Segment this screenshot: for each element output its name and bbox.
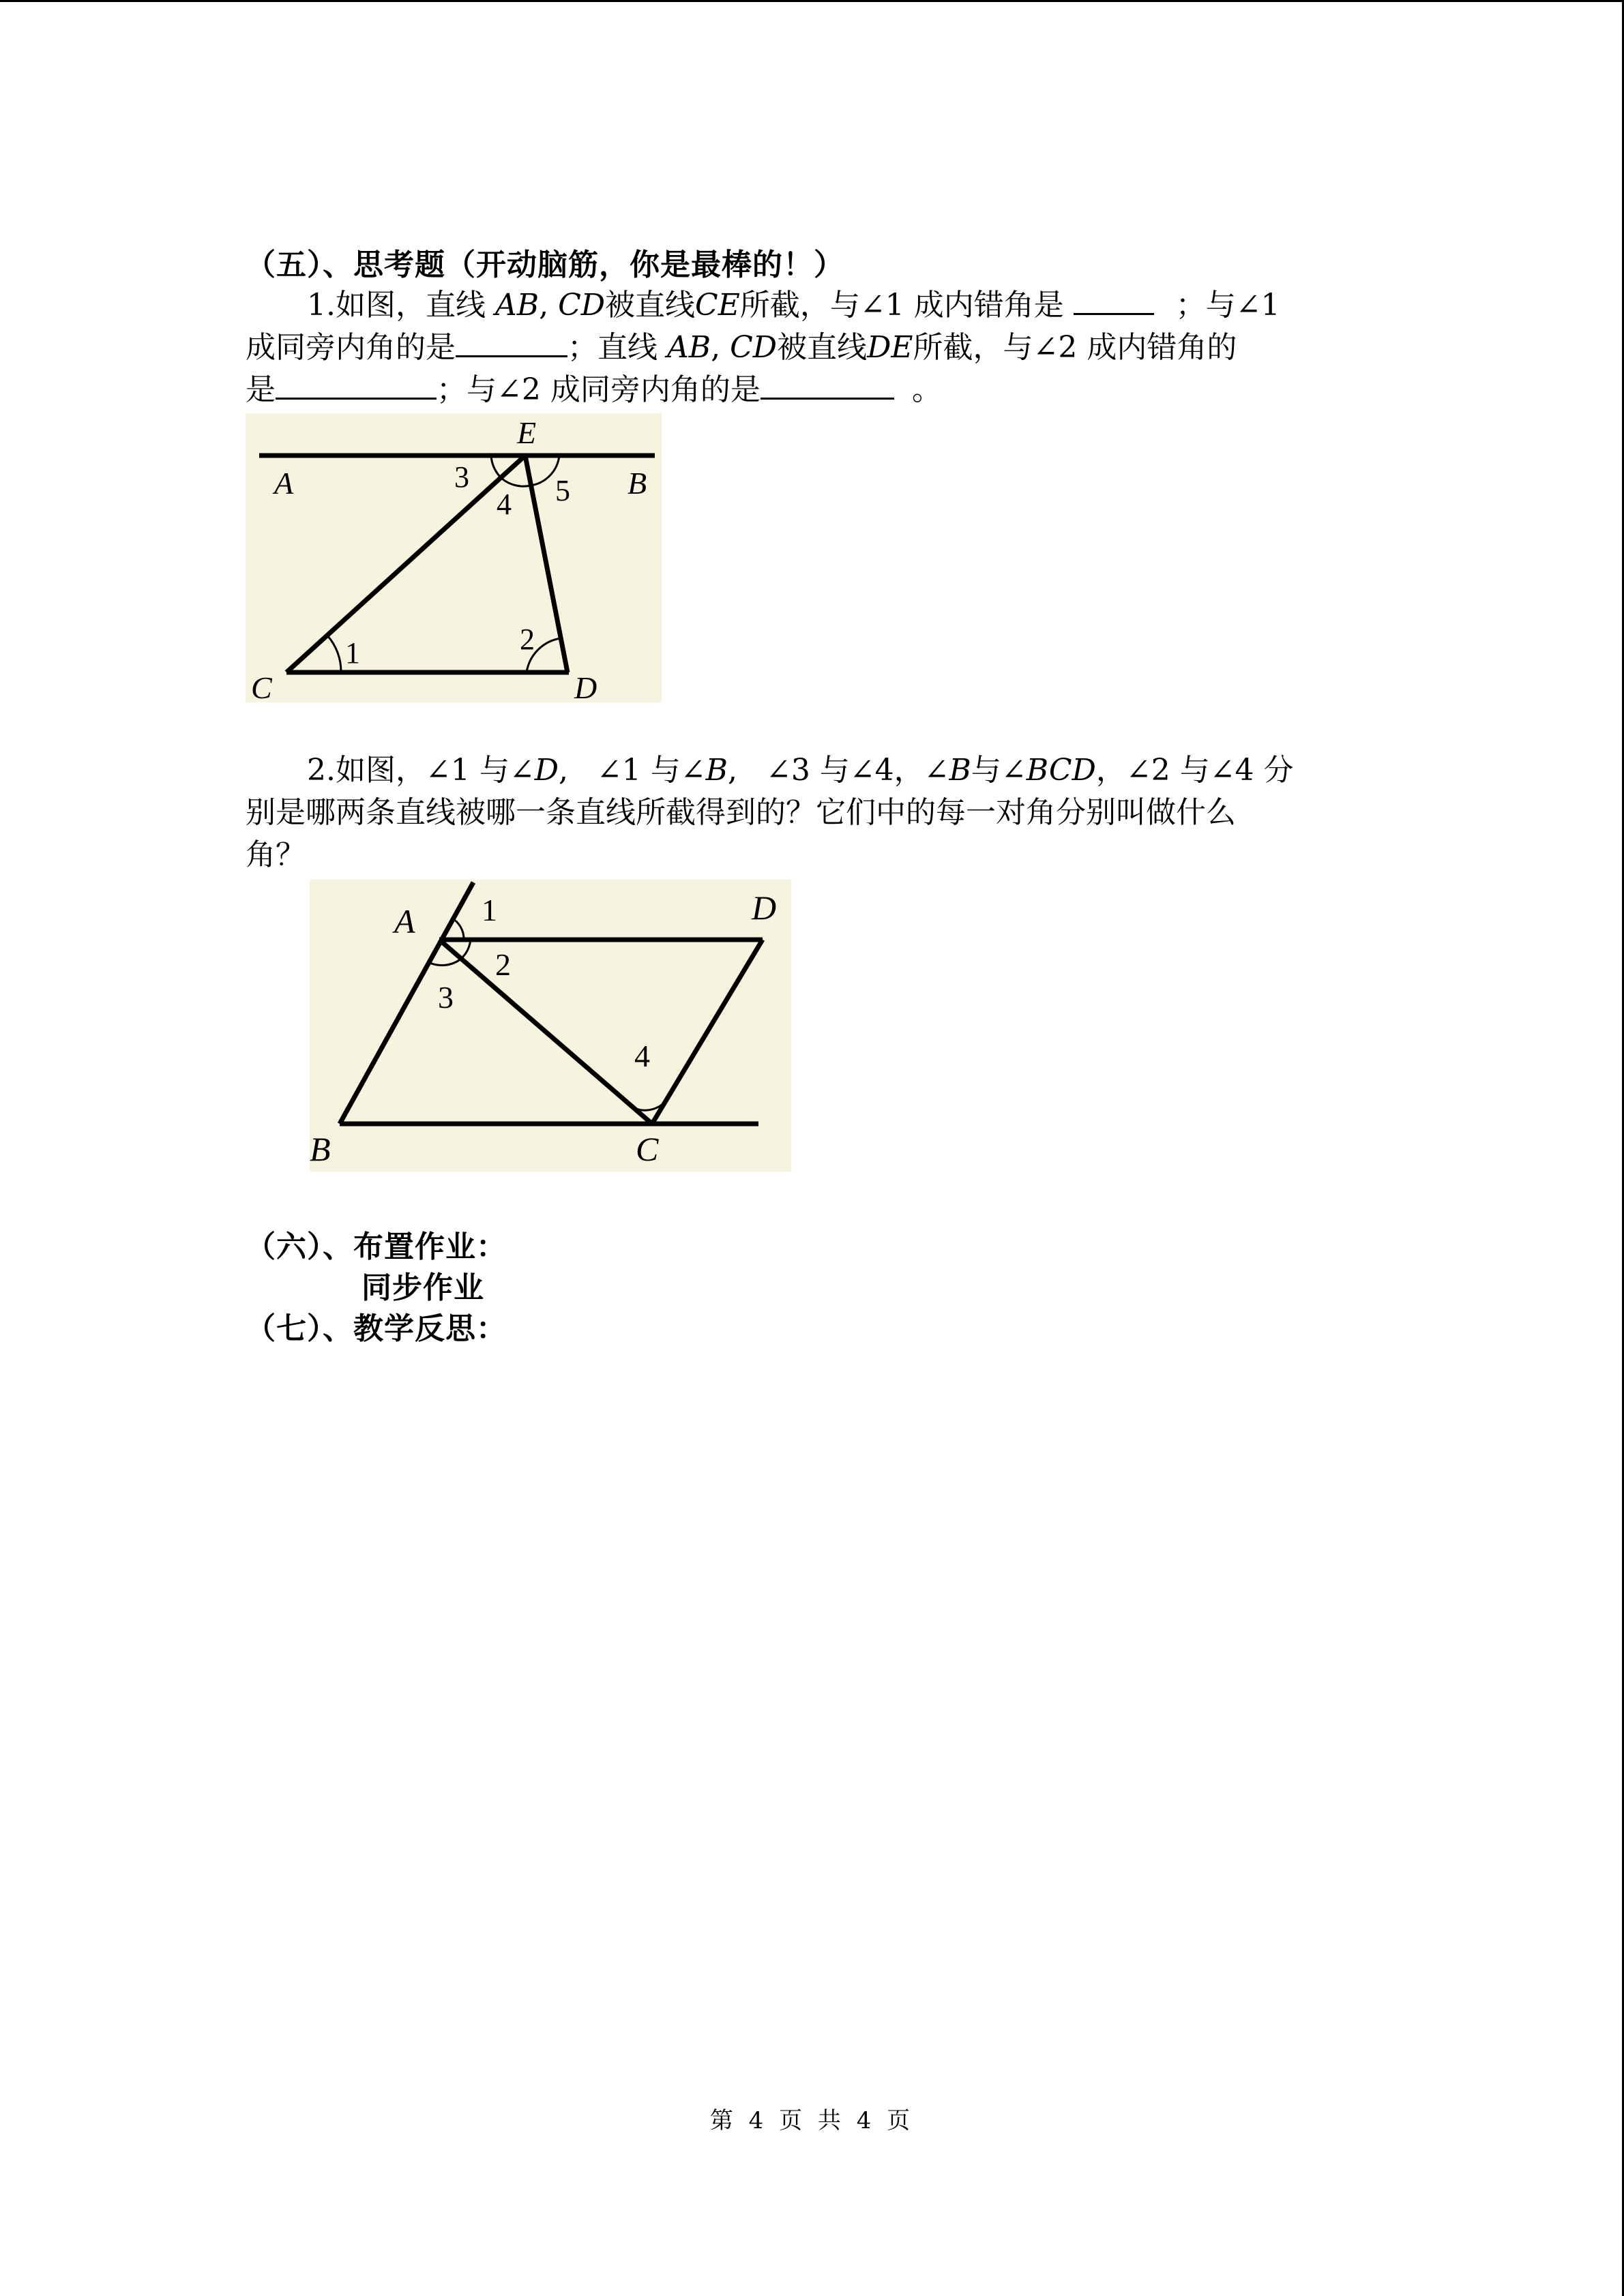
- q2-line1: [307, 749, 1294, 792]
- label-d: D: [752, 889, 777, 927]
- q2-text: ，∠2 与∠4 分: [1095, 753, 1294, 788]
- q2-line3: 角？: [246, 837, 306, 872]
- q1-ab: AB: [494, 288, 540, 323]
- q1-text: 被直线: [777, 330, 868, 365]
- section6-heading: （六）、布置作业：: [246, 1229, 507, 1264]
- figure-2-svg: [310, 880, 791, 1172]
- section7-heading: （七）、教学反思：: [246, 1311, 507, 1346]
- section5-heading: （五）、思考题（开动脑筋，你是最棒的！）: [246, 248, 844, 282]
- answer-blank-4[interactable]: [761, 370, 894, 400]
- label-angle-1: 1: [482, 893, 497, 927]
- figure-1-svg: [246, 413, 662, 702]
- page-footer: 第 4 页 共 4 页: [709, 2107, 915, 2134]
- figure-2: [310, 880, 791, 1172]
- label-angle-2: 2: [520, 623, 535, 656]
- figure-2-background: [310, 880, 791, 1172]
- label-angle-2: 2: [495, 947, 511, 982]
- label-d: D: [574, 670, 597, 702]
- q1-text: 是: [246, 372, 276, 407]
- q2-text: , ∠1 与∠: [558, 753, 706, 788]
- label-b: B: [628, 466, 647, 501]
- answer-blank-1[interactable]: [1074, 286, 1154, 315]
- answer-blank-2[interactable]: [456, 328, 567, 357]
- q2-text: , ∠3 与∠4，∠: [728, 753, 949, 788]
- top-border-line: [0, 0, 1624, 2]
- label-angle-3: 3: [454, 460, 469, 494]
- label-angle-4: 4: [497, 488, 512, 521]
- label-a: A: [274, 466, 294, 501]
- q1-text: 被直线: [605, 288, 696, 323]
- q1-line2: [246, 326, 1237, 370]
- q2-d: D: [534, 753, 559, 788]
- q1-de: DE: [867, 330, 913, 365]
- section6-item: 同步作业: [361, 1270, 484, 1305]
- q2-b: B: [705, 753, 728, 788]
- q1-ce: CE: [695, 288, 740, 323]
- q1-text: 所截，与∠1 成内错角是: [739, 288, 1064, 323]
- label-c: C: [251, 670, 272, 702]
- label-angle-3: 3: [438, 980, 454, 1015]
- q1-cd: CD: [558, 288, 606, 323]
- q1-line3: [246, 368, 942, 412]
- label-a: A: [394, 902, 415, 940]
- figure-1: [246, 413, 662, 702]
- q1-comma: ,: [539, 288, 549, 323]
- q2-b2: B: [949, 753, 971, 788]
- q2-bcd: BCD: [1026, 753, 1096, 788]
- q1-cd: CD: [730, 330, 778, 365]
- q2-text: 与∠: [971, 753, 1027, 788]
- q2-line2: 别是哪两条直线被哪一条直线所截得到的？它们中的每一对角分别叫做什么: [246, 795, 1236, 830]
- answer-blank-3[interactable]: [276, 370, 437, 400]
- q1-text: 成同旁内角的是: [246, 330, 456, 365]
- q2-text: 2.如图，∠1 与∠: [307, 753, 535, 788]
- q1-text: ；与∠1: [1175, 288, 1280, 323]
- label-angle-4: 4: [634, 1039, 650, 1073]
- label-b: B: [310, 1130, 331, 1168]
- label-angle-1: 1: [345, 636, 360, 670]
- label-angle-5: 5: [555, 474, 570, 507]
- q1-text: ；直线: [567, 330, 658, 365]
- q1-text: 。: [911, 372, 942, 407]
- q1-line1: [307, 284, 1280, 327]
- q1-text: ；与∠2 成同旁内角的是: [437, 372, 761, 407]
- q1-text: 所截，与∠2 成内错角的: [913, 330, 1237, 365]
- label-c: C: [636, 1130, 659, 1168]
- q1-comma: ,: [711, 330, 721, 365]
- q1-ab: AB: [667, 330, 711, 365]
- label-e: E: [517, 415, 537, 450]
- q1-text: 1.如图，直线: [307, 288, 486, 323]
